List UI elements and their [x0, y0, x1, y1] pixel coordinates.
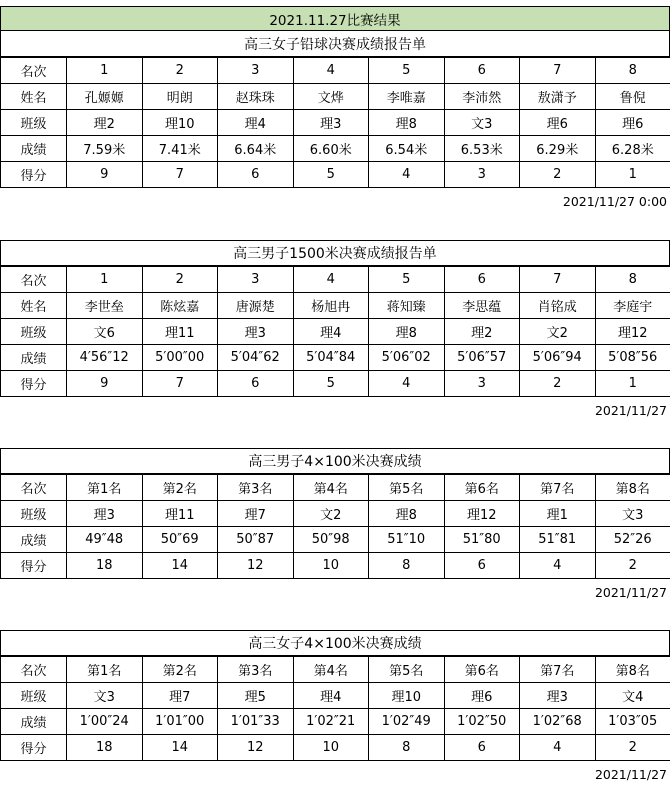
table-row	[1, 735, 670, 761]
row-label: 班级	[1, 110, 67, 136]
table-cell: 2	[520, 162, 596, 188]
table-row	[1, 501, 670, 527]
table-cell: 理6	[595, 110, 670, 136]
results-table	[0, 474, 670, 579]
table-row	[1, 319, 670, 345]
table-cell: 1′01″00	[142, 709, 218, 735]
row-label: 得分	[1, 553, 67, 579]
table-cell: 理2	[444, 319, 520, 345]
table-cell: 文3	[444, 110, 520, 136]
table-cell: 5	[369, 58, 445, 84]
table-cell: 文3	[67, 683, 143, 709]
row-label: 班级	[1, 683, 67, 709]
table-cell: 第7名	[520, 657, 596, 683]
row-label: 得分	[1, 735, 67, 761]
table-cell: 6	[218, 162, 294, 188]
table-cell: 第1名	[67, 475, 143, 501]
table-cell: 理8	[369, 501, 445, 527]
table-cell: 第4名	[293, 657, 369, 683]
table-cell: 6	[444, 58, 520, 84]
table-cell: 唐源楚	[218, 293, 294, 319]
table-row	[1, 136, 670, 162]
table-cell: 第8名	[595, 475, 670, 501]
table-cell: 1	[595, 371, 670, 397]
table-cell: 1	[595, 162, 670, 188]
table-cell: 第5名	[369, 475, 445, 501]
table-cell: 第2名	[142, 475, 218, 501]
table-cell: 理7	[218, 501, 294, 527]
table-cell: 理10	[142, 110, 218, 136]
table-cell: 2	[595, 735, 670, 761]
table-cell: 陈炫嘉	[142, 293, 218, 319]
table-cell: 第1名	[67, 657, 143, 683]
report-date: 2021/11/27	[594, 402, 667, 418]
table-cell: 51″80	[444, 527, 520, 553]
table-cell: 2	[520, 371, 596, 397]
report-1500m-men	[0, 240, 670, 423]
table-cell: 理4	[218, 110, 294, 136]
table-cell: 5′06″02	[369, 345, 445, 371]
table-cell: 2	[142, 267, 218, 293]
table-cell: 6.64米	[218, 136, 294, 162]
table-cell: 第3名	[218, 475, 294, 501]
table-cell: 6	[218, 371, 294, 397]
table-cell: 理3	[520, 683, 596, 709]
table-cell: 6.53米	[444, 136, 520, 162]
table-cell: 52″26	[595, 527, 670, 553]
table-cell: 1′03″05	[595, 709, 670, 735]
row-label: 成绩	[1, 527, 67, 553]
table-cell: 文2	[520, 319, 596, 345]
table-cell: 4′56″12	[67, 345, 143, 371]
table-cell: 5′04″84	[293, 345, 369, 371]
table-cell: 12	[218, 735, 294, 761]
table-cell: 第6名	[444, 475, 520, 501]
table-cell: 10	[293, 735, 369, 761]
table-cell: 18	[67, 735, 143, 761]
table-cell: 49″48	[67, 527, 143, 553]
table-cell: 理7	[142, 683, 218, 709]
table-row	[1, 58, 670, 84]
table-cell: 18	[67, 553, 143, 579]
row-label: 名次	[1, 475, 67, 501]
table-cell: 第6名	[444, 657, 520, 683]
table-cell: 4	[293, 267, 369, 293]
report-date: 2021/11/27	[594, 766, 667, 782]
table-cell: 理10	[369, 683, 445, 709]
table-cell: 5′00″00	[142, 345, 218, 371]
table-cell: 6.28米	[595, 136, 670, 162]
table-cell: 6.54米	[369, 136, 445, 162]
table-cell: 肖铭成	[520, 293, 596, 319]
table-cell: 7	[142, 371, 218, 397]
row-label: 班级	[1, 319, 67, 345]
table-row	[1, 345, 670, 371]
table-cell: 李世垒	[67, 293, 143, 319]
table-row	[1, 267, 670, 293]
table-cell: 文3	[595, 501, 670, 527]
row-label: 班级	[1, 501, 67, 527]
table-cell: 理6	[444, 683, 520, 709]
table-cell: 李沛然	[444, 84, 520, 110]
table-cell: 李庭宇	[595, 293, 670, 319]
table-cell: 理4	[293, 319, 369, 345]
table-row	[1, 709, 670, 735]
table-cell: 1′02″68	[520, 709, 596, 735]
row-label: 成绩	[1, 345, 67, 371]
table-cell: 1′02″21	[293, 709, 369, 735]
table-cell: 8	[369, 553, 445, 579]
table-cell: 14	[142, 735, 218, 761]
table-cell: 理11	[142, 501, 218, 527]
table-cell: 12	[218, 553, 294, 579]
table-cell: 第7名	[520, 475, 596, 501]
table-cell: 50″87	[218, 527, 294, 553]
table-row	[1, 657, 670, 683]
table-cell: 1′02″49	[369, 709, 445, 735]
row-label: 名次	[1, 657, 67, 683]
table-cell: 4	[520, 553, 596, 579]
table-cell: 理8	[369, 319, 445, 345]
table-cell: 理5	[218, 683, 294, 709]
table-cell: 5	[293, 162, 369, 188]
table-cell: 理12	[595, 319, 670, 345]
table-cell: 理8	[369, 110, 445, 136]
table-cell: 第3名	[218, 657, 294, 683]
table-cell: 10	[293, 553, 369, 579]
table-row	[1, 110, 670, 136]
table-cell: 5′06″57	[444, 345, 520, 371]
table-cell: 第5名	[369, 657, 445, 683]
row-label: 姓名	[1, 293, 67, 319]
table-cell: 文烨	[293, 84, 369, 110]
table-cell: 51″81	[520, 527, 596, 553]
table-cell: 4	[369, 371, 445, 397]
row-label: 名次	[1, 58, 67, 84]
table-cell: 7	[520, 267, 596, 293]
table-cell: 9	[67, 371, 143, 397]
table-cell: 理11	[142, 319, 218, 345]
table-cell: 敖潇予	[520, 84, 596, 110]
table-cell: 理3	[67, 501, 143, 527]
section-title: 高三男子1500米决赛成绩报告单	[0, 240, 670, 266]
table-cell: 文4	[595, 683, 670, 709]
table-cell: 李唯嘉	[369, 84, 445, 110]
table-cell: 5′06″94	[520, 345, 596, 371]
table-cell: 3	[444, 371, 520, 397]
table-cell: 明朗	[142, 84, 218, 110]
row-label: 姓名	[1, 84, 67, 110]
table-row	[1, 162, 670, 188]
section-title: 高三男子4×100米决赛成绩	[0, 448, 670, 474]
report-date: 2021/11/27 0:00	[562, 193, 667, 209]
results-table	[0, 57, 670, 188]
table-cell: 理2	[67, 110, 143, 136]
table-cell: 1	[67, 58, 143, 84]
results-table	[0, 656, 670, 761]
table-cell: 8	[595, 267, 670, 293]
table-row	[1, 527, 670, 553]
table-cell: 7	[142, 162, 218, 188]
table-cell: 9	[67, 162, 143, 188]
table-cell: 文6	[67, 319, 143, 345]
table-cell: 理1	[520, 501, 596, 527]
table-cell: 6	[444, 735, 520, 761]
table-cell: 理3	[218, 319, 294, 345]
table-cell: 3	[218, 267, 294, 293]
table-row	[1, 475, 670, 501]
table-cell: 7.59米	[67, 136, 143, 162]
table-cell: 14	[142, 553, 218, 579]
table-row	[1, 683, 670, 709]
table-cell: 6.29米	[520, 136, 596, 162]
table-row	[1, 293, 670, 319]
table-cell: 蒋知臻	[369, 293, 445, 319]
table-cell: 理6	[520, 110, 596, 136]
table-cell: 5	[293, 371, 369, 397]
table-cell: 理12	[444, 501, 520, 527]
table-row	[1, 84, 670, 110]
report-4x100-men	[0, 448, 670, 605]
table-cell: 第4名	[293, 475, 369, 501]
table-cell: 文2	[293, 501, 369, 527]
table-cell: 4	[293, 58, 369, 84]
table-row	[1, 371, 670, 397]
table-cell: 理3	[293, 110, 369, 136]
table-cell: 3	[218, 58, 294, 84]
table-cell: 6	[444, 553, 520, 579]
table-cell: 50″98	[293, 527, 369, 553]
table-cell: 4	[520, 735, 596, 761]
table-cell: 3	[444, 162, 520, 188]
table-cell: 李思蕴	[444, 293, 520, 319]
table-cell: 5′08″56	[595, 345, 670, 371]
table-cell: 鲁倪	[595, 84, 670, 110]
table-cell: 7.41米	[142, 136, 218, 162]
table-cell: 2	[595, 553, 670, 579]
table-cell: 赵珠珠	[218, 84, 294, 110]
table-cell: 5′04″62	[218, 345, 294, 371]
table-cell: 孔嫄嫄	[67, 84, 143, 110]
table-cell: 理4	[293, 683, 369, 709]
results-table	[0, 266, 670, 397]
table-row	[1, 553, 670, 579]
row-label: 得分	[1, 371, 67, 397]
table-cell: 1′00″24	[67, 709, 143, 735]
table-cell: 51″10	[369, 527, 445, 553]
table-cell: 8	[595, 58, 670, 84]
row-label: 名次	[1, 267, 67, 293]
table-cell: 2	[142, 58, 218, 84]
table-cell: 1′02″50	[444, 709, 520, 735]
table-cell: 6	[444, 267, 520, 293]
section-title: 高三女子4×100米决赛成绩	[0, 630, 670, 656]
table-cell: 50″69	[142, 527, 218, 553]
row-label: 成绩	[1, 136, 67, 162]
table-cell: 1	[67, 267, 143, 293]
report-shotput-women	[0, 31, 670, 214]
page-title: 2021.11.27比赛结果	[0, 6, 670, 31]
row-label: 成绩	[1, 709, 67, 735]
table-cell: 6.60米	[293, 136, 369, 162]
table-cell: 4	[369, 162, 445, 188]
table-cell: 1′01″33	[218, 709, 294, 735]
table-cell: 第2名	[142, 657, 218, 683]
table-cell: 8	[369, 735, 445, 761]
table-cell: 杨旭冉	[293, 293, 369, 319]
table-cell: 7	[520, 58, 596, 84]
report-4x100-women	[0, 630, 670, 787]
table-cell: 5	[369, 267, 445, 293]
table-cell: 第8名	[595, 657, 670, 683]
report-date: 2021/11/27	[594, 584, 667, 600]
row-label: 得分	[1, 162, 67, 188]
section-title: 高三女子铅球决赛成绩报告单	[0, 31, 670, 57]
